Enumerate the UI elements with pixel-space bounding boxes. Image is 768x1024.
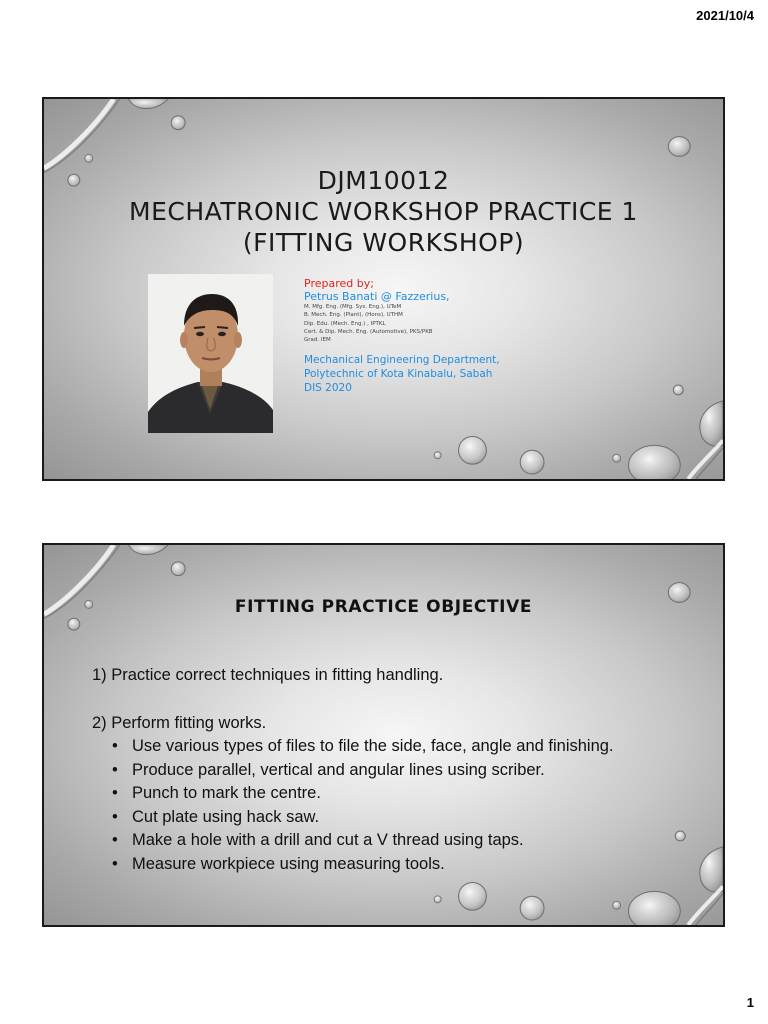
course-subtitle: (FITTING WORKSHOP) <box>242 228 525 257</box>
bullet-text: Punch to mark the centre. <box>132 784 321 802</box>
bullet-item <box>112 759 692 783</box>
objective-item: 1) Practice correct techniques in fitting handling. <box>92 666 444 684</box>
objective-bullet-list <box>92 735 692 876</box>
slide-objectives <box>42 543 725 927</box>
credits-block <box>304 277 500 395</box>
bullet-text: Use various types of files to file the side, face, angle and finishing. <box>132 737 614 755</box>
bullet-item <box>112 782 692 806</box>
bullet-icon: • <box>112 737 118 755</box>
institution-line: Polytechnic of Kota Kinabalu, Sabah <box>304 368 493 381</box>
bullet-text: Produce parallel, vertical and angular lines using scriber. <box>132 760 545 779</box>
bullet-text: Cut plate using hack saw. <box>132 807 320 826</box>
bullet-item <box>112 806 692 830</box>
course-title: MECHATRONIC WORKSHOP PRACTICE 1 <box>129 197 638 226</box>
bullet-icon: • <box>112 807 118 826</box>
bullet-item <box>112 829 692 853</box>
bullet-text: Make a hole with a drill and cut a V thread using taps. <box>132 831 524 849</box>
objective-item: 2) Perform fitting works. <box>92 714 267 732</box>
slide-title <box>42 97 725 481</box>
course-code: DJM10012 <box>317 166 450 195</box>
bullet-icon: • <box>112 854 118 873</box>
qualification-line: Grad. IEM <box>304 337 331 344</box>
prepared-by-label: Prepared by; <box>304 277 374 290</box>
bullet-item <box>112 735 692 759</box>
page-date: 2021/10/4 <box>696 8 754 23</box>
bullet-item <box>112 853 692 877</box>
objectives-body <box>92 663 692 876</box>
author-name: Petrus Banati @ Fazzerius, <box>304 290 450 303</box>
department-block <box>304 353 500 395</box>
bullet-icon: • <box>112 760 118 779</box>
qualification-line: Cert. & Dip. Mech. Eng. (Automotive), PKS/PKB <box>304 328 433 335</box>
session-line: DIS 2020 <box>304 382 352 395</box>
department-line: Mechanical Engineering Department, <box>304 354 500 367</box>
qualification-line: Dip. Edu. (Mech. Eng.) , IPTKL <box>304 320 386 327</box>
qualification-line: M. Mfg. Eng. (Mfg. Sys. Eng.), UTeM <box>304 304 402 310</box>
presenter-photo <box>148 274 273 433</box>
bullet-text: Measure workpiece using measuring tools. <box>132 854 445 873</box>
page-number: 1 <box>746 995 754 1010</box>
qualification-line: B. Mech. Eng. (Plant), (Hons), UTHM <box>304 312 403 319</box>
slide-heading: FITTING PRACTICE OBJECTIVE <box>234 597 533 617</box>
bullet-icon: • <box>112 784 118 802</box>
bullet-icon: • <box>112 831 118 849</box>
